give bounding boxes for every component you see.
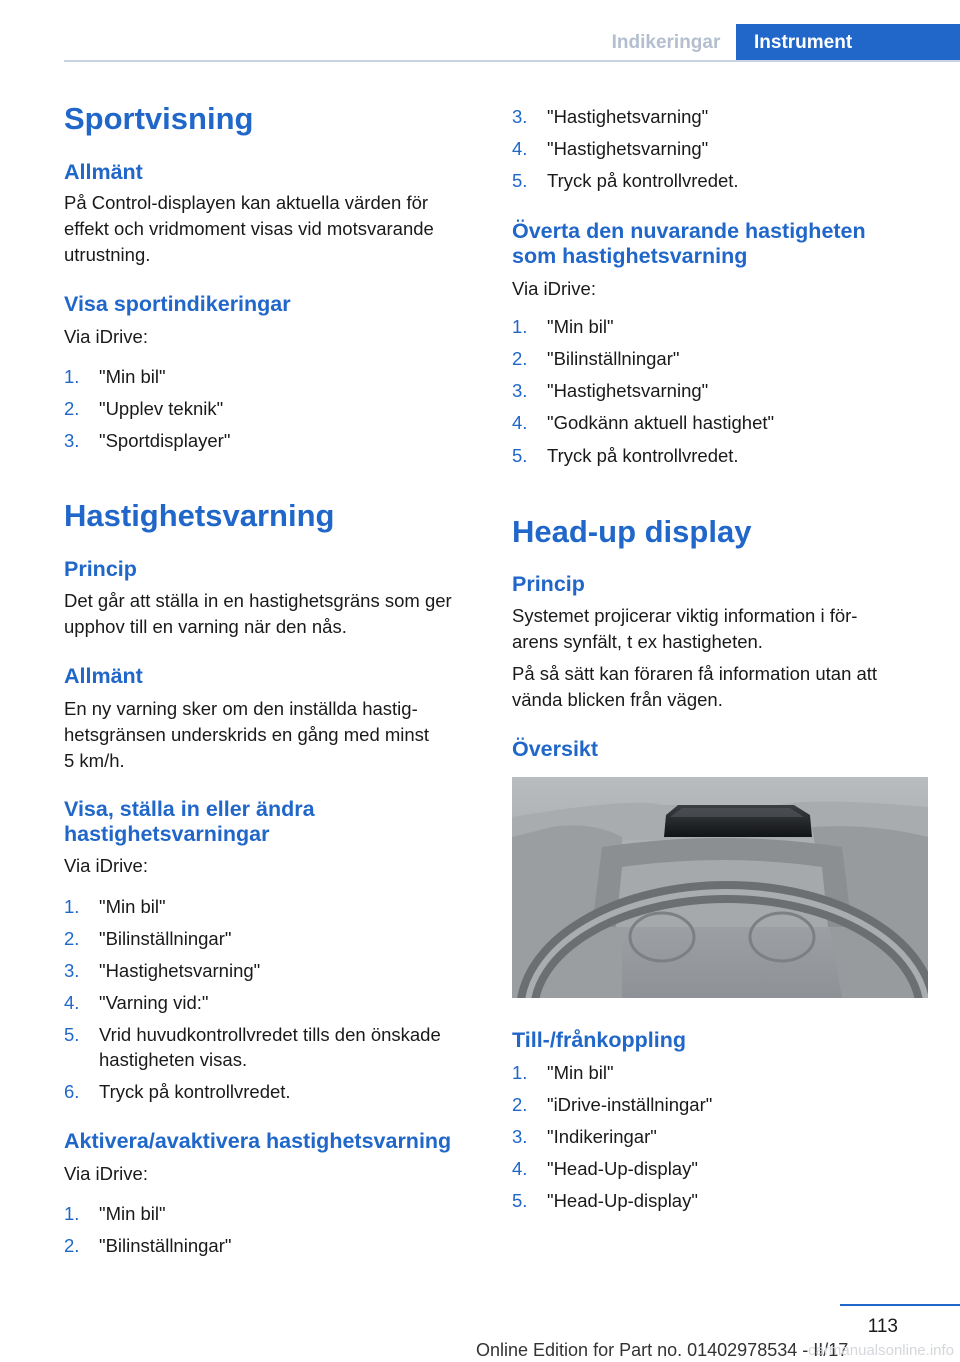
list-number: 5. xyxy=(64,1024,80,1045)
paragraph-line: upphov till en varning när den nås. xyxy=(64,616,347,637)
list-text: hastigheten visas. xyxy=(99,1049,248,1070)
heading-overta-hastighet xyxy=(512,219,932,269)
list-text: "Bilinställningar" xyxy=(547,348,680,369)
heading-head-up-display: Head-up display xyxy=(512,514,752,549)
list-text: "Bilinställningar" xyxy=(99,928,232,949)
list-number: 5. xyxy=(512,170,528,191)
heading-oversikt: Översikt xyxy=(512,737,599,761)
paragraph-princip-2 xyxy=(512,603,932,655)
list-number: 1. xyxy=(512,1062,528,1083)
paragraph-line: effekt och vridmoment visas vid motsvarande xyxy=(64,218,434,239)
list-text: "Hastighetsvarning" xyxy=(99,960,261,981)
list-text: "Min bil" xyxy=(99,1203,166,1224)
header-rule xyxy=(64,60,960,62)
list-text: Tryck på kontrollvredet. xyxy=(99,1081,291,1102)
list-number: 3. xyxy=(512,1126,528,1147)
paragraph-line: Det går att ställa in en hastighetsgräns som ger xyxy=(64,590,452,611)
paragraph-line: På så sätt kan föraren få information utan att xyxy=(512,663,878,684)
list-number: 3. xyxy=(64,960,80,981)
heading-hastighetsvarning: Hastighetsvarning xyxy=(64,498,335,533)
heading-line: hastighetsvarningar xyxy=(64,822,270,846)
paragraph-princip-1 xyxy=(64,588,484,640)
paragraph-line: På Control-displayen kan aktuella värden för xyxy=(64,192,429,213)
list-text: "Min bil" xyxy=(99,896,166,917)
list-number: 5. xyxy=(512,445,528,466)
list-number: 1. xyxy=(64,1203,80,1224)
paragraph-allmant-2 xyxy=(64,696,484,774)
list-text: "Indikeringar" xyxy=(547,1126,657,1147)
heading-allmant-1: Allmänt xyxy=(64,160,143,184)
heading-visa-stalla-in xyxy=(64,797,484,847)
list-text: "Sportdisplayer" xyxy=(99,430,231,451)
list-text: "Min bil" xyxy=(547,316,614,337)
list-number: 3. xyxy=(512,106,528,127)
text-via-idrive: Via iDrive: xyxy=(64,1163,148,1184)
list-number: 4. xyxy=(512,1158,528,1179)
list-number: 2. xyxy=(64,928,80,949)
watermark: carmanualsonline.info xyxy=(808,1342,954,1359)
text-via-idrive: Via iDrive: xyxy=(512,278,596,299)
list-number: 1. xyxy=(64,366,80,387)
header-section-instrument: Instrument xyxy=(736,24,960,62)
footer-edition: Online Edition for Part no. 01402978534 - II/17 xyxy=(476,1340,849,1360)
head-up-display-illustration xyxy=(512,777,928,998)
list-text: "Head-Up-display" xyxy=(547,1158,698,1179)
list-text: "iDrive-inställningar" xyxy=(547,1094,713,1115)
list-text: Vrid huvudkontrollvredet tills den önskade xyxy=(99,1024,441,1045)
list-number: 2. xyxy=(512,1094,528,1115)
list-text: "Varning vid:" xyxy=(99,992,209,1013)
paragraph-allmant-1 xyxy=(64,190,484,268)
list-text: "Bilinställningar" xyxy=(99,1235,232,1256)
paragraph-line: Systemet projicerar viktig information i för‐ xyxy=(512,605,858,626)
heading-visa-sportindikeringar: Visa sportindikeringar xyxy=(64,292,291,316)
paragraph-princip-2b xyxy=(512,661,932,713)
text-via-idrive: Via iDrive: xyxy=(64,326,148,347)
list-text: "Hastighetsvarning" xyxy=(547,106,709,127)
list-text: "Min bil" xyxy=(99,366,166,387)
paragraph-line: En ny varning sker om den inställda hastig‐ xyxy=(64,698,418,719)
paragraph-line: arens synfält, t ex hastigheten. xyxy=(512,631,763,652)
list-number: 4. xyxy=(512,138,528,159)
list-text: "Head-Up-display" xyxy=(547,1190,698,1211)
heading-princip-1: Princip xyxy=(64,557,137,581)
list-number: 2. xyxy=(64,1235,80,1256)
footer-rule xyxy=(840,1304,960,1306)
page-number: 113 xyxy=(867,1316,898,1337)
list-text: "Upplev teknik" xyxy=(99,398,224,419)
heading-sportvisning: Sportvisning xyxy=(64,101,254,136)
heading-allmant-2: Allmänt xyxy=(64,664,143,688)
list-text: Tryck på kontrollvredet. xyxy=(547,445,739,466)
list-text: "Godkänn aktuell hastighet" xyxy=(547,412,775,433)
heading-princip-2: Princip xyxy=(512,572,585,596)
heading-line: som hastighetsvarning xyxy=(512,244,748,268)
list-number: 2. xyxy=(512,348,528,369)
paragraph-line: utrustning. xyxy=(64,244,151,265)
heading-line: Visa, ställa in eller ändra xyxy=(64,797,315,821)
list-number: 1. xyxy=(64,896,80,917)
paragraph-line: hetsgränsen underskrids en gång med minst xyxy=(64,724,430,745)
list-number: 2. xyxy=(64,398,80,419)
list-number: 6. xyxy=(64,1081,80,1102)
heading-line: Överta den nuvarande hastigheten xyxy=(512,219,866,243)
list-text: "Hastighetsvarning" xyxy=(547,138,709,159)
list-number: 4. xyxy=(64,992,80,1013)
list-text: "Min bil" xyxy=(547,1062,614,1083)
heading-aktivera-avaktivera: Aktivera/avaktivera hastighetsvarning xyxy=(64,1129,452,1153)
paragraph-line: vända blicken från vägen. xyxy=(512,689,723,710)
list-number: 5. xyxy=(512,1190,528,1211)
list-text: Tryck på kontrollvredet. xyxy=(547,170,739,191)
list-number: 1. xyxy=(512,316,528,337)
header-section-indikeringar: Indikeringar xyxy=(611,32,721,53)
list-number: 3. xyxy=(64,430,80,451)
paragraph-line: 5 km/h. xyxy=(64,750,125,771)
list-number: 3. xyxy=(512,380,528,401)
heading-till-frankoppling: Till-/frånkoppling xyxy=(512,1028,686,1052)
list-text: "Hastighetsvarning" xyxy=(547,380,709,401)
text-via-idrive: Via iDrive: xyxy=(64,855,148,876)
list-number: 4. xyxy=(512,412,528,433)
